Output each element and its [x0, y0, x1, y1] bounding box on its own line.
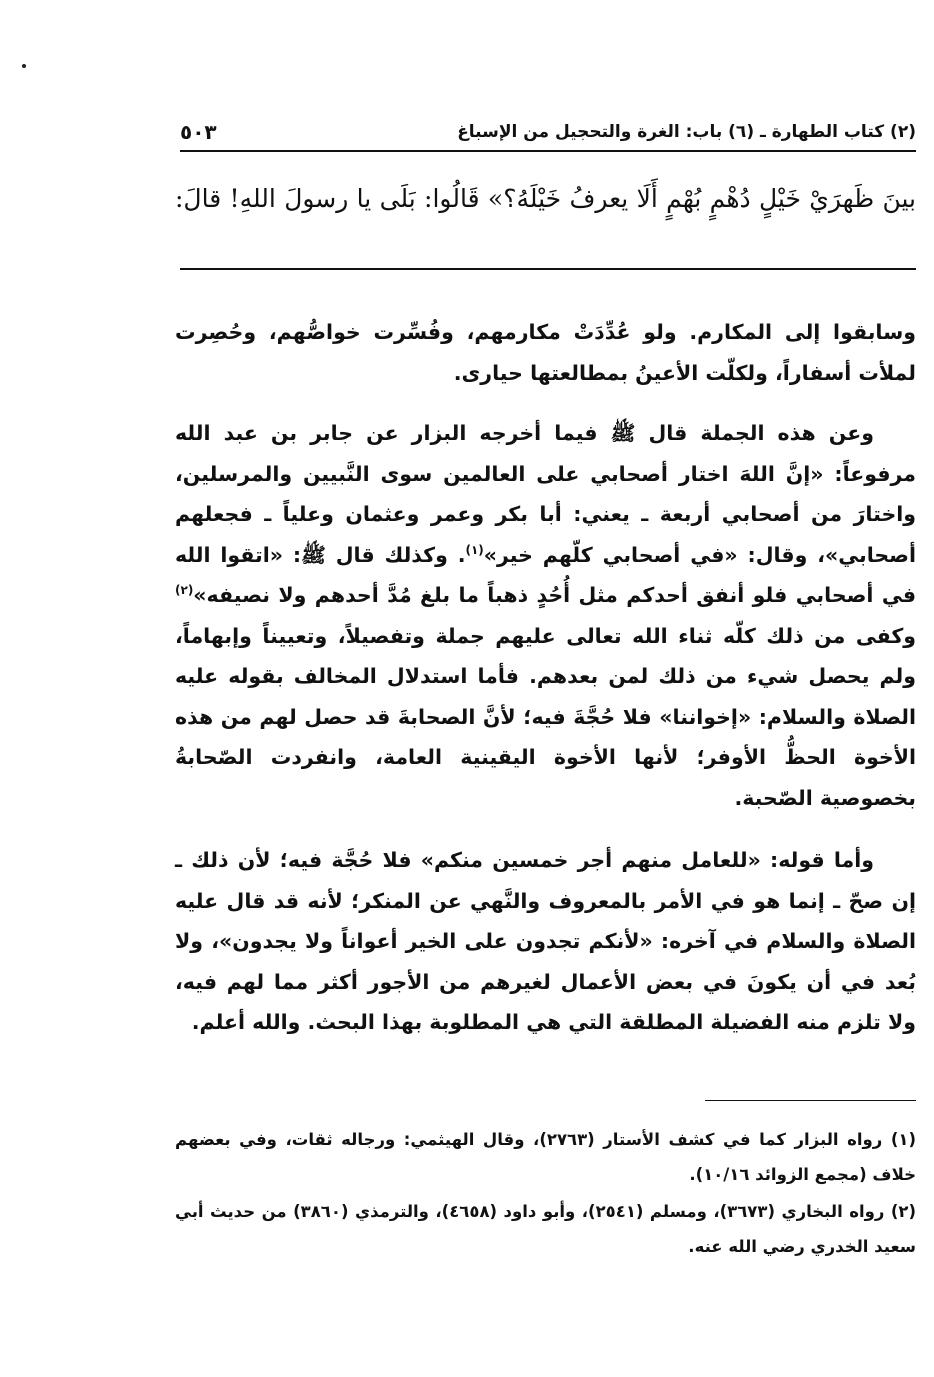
page-number: ٥٠٣: [180, 120, 217, 144]
footnote-2: (٢) رواه البخاري (٣٦٧٣)، ومسلم (٢٥٤١)، وأبو داود (٤٦٥٨)، والترمذي (٣٨٦٠) من حديث أبي سعيد الخدري رضي الله عنه.: [175, 1202, 917, 1256]
paragraph-2-text-c: وكفى من ذلك كلّه ثناء الله تعالى عليهم جملة وتفصيلاً، وتعييناً وإبهاماً، ولم يحصل شيء من ذلك لمن بعدهم. فأما استدلال المخالف بقوله عليه الصلاة والسلام: «إخواننا» فلا حُجَّةَ فيه؛ لأنَّ الصحابةَ قد حصل لهم من هذه الأخوة الحظُّ الأوفر؛ لأنها الأخوة اليقينية العامة، وانفردت الصّحابةُ بخصوصية الصّحبة.: [175, 623, 916, 810]
paragraph-1: وسابقوا إلى المكارم. ولو عُدِّدَتْ مكارمهم، وفُسِّرت خواصُّهم، وحُصِرت لملأت أسفاراً، ولكلّت الأعينُ بمطالعتها حيارى.: [175, 320, 916, 385]
footnote-ref-1: (١): [465, 542, 484, 557]
footnote-1: (١) رواه البزار كما في كشف الأستار (٢٧٦٣)، وقال الهيثمي: ورجاله ثقات، وفي بعضهم خلاف (مجمع الزوائد ١٠/١٦).: [175, 1130, 916, 1184]
running-header: [180, 118, 916, 146]
scan-speck: [22, 64, 26, 68]
paragraph-2-text-b: . وكذلك قال ﷺ: «اتقوا الله في أصحابي فلو أنفق أحدكم مثل أُحُدٍ ذهباً ما بلغ مُدَّ أحدهم ولا نصيفه»: [175, 542, 916, 607]
commentary-body: [175, 312, 916, 1043]
paragraph-2: [175, 413, 916, 818]
footnote-ref-2: (٢): [175, 583, 194, 598]
hadith-text-line: بينَ ظَهرَيْ خَيْلٍ دُهْمٍ بُهْمٍ أَلَا يعرفُ خَيْلَهُ؟» قَالُوا: بَلَى يا رسولَ اللهِ! قالَ:: [175, 184, 916, 213]
header-title: (٢) كتاب الطهارة ـ (٦) باب: الغرة والتحجيل من الإسباغ: [457, 122, 916, 142]
footnote-divider: [705, 1100, 916, 1101]
header-divider: [180, 150, 916, 152]
hadith-divider: [180, 268, 916, 270]
footnotes: [175, 1122, 916, 1264]
paragraph-2-text-a: وعن هذه الجملة قال ﷺ فيما أخرجه البزار عن جابر بن عبد الله مرفوعاً: «إنَّ اللهَ اختار أصحابي على العالمين سوى النَّبيين والمرسلين، واختارَ من أصحابي أربعة ـ يعني: أبا بكر وعمر وعثمان وعلياً ـ فجعلهم أصحابي»، وقال: «في أصحابي كلّهم خير»: [175, 421, 916, 567]
paragraph-3: وأما قوله: «للعامل منهم أجر خمسين منكم» فلا حُجَّة فيه؛ لأن ذلك ـ إن صحّ ـ إنما هو في الأمر بالمعروف والنَّهي عن المنكر؛ لأنه قد قال عليه الصلاة والسلام في آخره: «لأنكم تجدون على الخير أعواناً ولا يجدون»، ولا بُعد في أن يكونَ في بعض الأعمال لغيرهم من الأجور أكثر مما لهم فيه، ولا تلزم منه الفضيلة المطلقة التي هي المطلوبة بهذا البحث. والله أعلم.: [175, 848, 916, 1034]
